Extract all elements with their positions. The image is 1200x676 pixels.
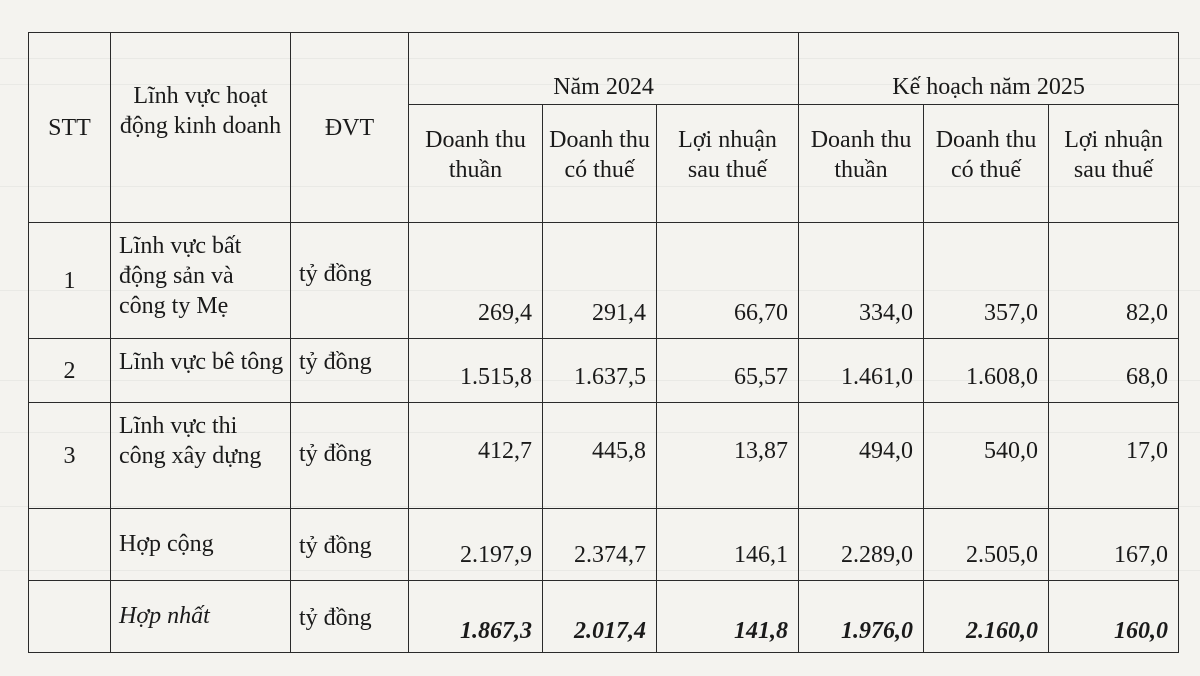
cell-2025-net: 334,0 xyxy=(799,223,924,339)
cell-2025-tax: 2.160,0 xyxy=(924,581,1049,653)
header-2025-revenue-tax: Doanh thu có thuế xyxy=(924,105,1049,223)
row-stt: 3 xyxy=(29,403,111,509)
cell-2024-profit: 146,1 xyxy=(657,509,799,581)
table-row-consolidated xyxy=(29,581,1179,653)
header-2024-net-revenue: Doanh thu thuần xyxy=(409,105,543,223)
row-field: Lĩnh vực bất động sản và công ty Mẹ xyxy=(111,223,291,339)
cell-2025-profit: 82,0 xyxy=(1049,223,1179,339)
cell-2025-tax: 357,0 xyxy=(924,223,1049,339)
cell-2025-profit: 160,0 xyxy=(1049,581,1179,653)
cell-2024-profit: 13,87 xyxy=(657,403,799,509)
header-2025-profit: Lợi nhuận sau thuế xyxy=(1049,105,1179,223)
cell-2024-tax: 2.017,4 xyxy=(543,581,657,653)
row-unit: tỷ đồng xyxy=(291,339,409,403)
table-row xyxy=(29,403,1179,509)
cell-2025-profit: 17,0 xyxy=(1049,403,1179,509)
cell-2024-tax: 1.637,5 xyxy=(543,339,657,403)
row-stt: 1 xyxy=(29,223,111,339)
financial-table xyxy=(28,32,1179,653)
cell-2024-tax: 291,4 xyxy=(543,223,657,339)
header-year-2024: Năm 2024 xyxy=(409,33,799,105)
cell-2025-tax: 2.505,0 xyxy=(924,509,1049,581)
header-2024-profit: Lợi nhuận sau thuế xyxy=(657,105,799,223)
table-row xyxy=(29,223,1179,339)
cell-2025-tax: 1.608,0 xyxy=(924,339,1049,403)
cell-2024-net: 1.867,3 xyxy=(409,581,543,653)
row-stt: 2 xyxy=(29,339,111,403)
row-field: Hợp nhất xyxy=(111,581,291,653)
cell-2024-net: 269,4 xyxy=(409,223,543,339)
cell-2025-net: 1.461,0 xyxy=(799,339,924,403)
cell-2024-tax: 445,8 xyxy=(543,403,657,509)
cell-2024-net: 1.515,8 xyxy=(409,339,543,403)
cell-2025-profit: 167,0 xyxy=(1049,509,1179,581)
row-unit: tỷ đồng xyxy=(291,509,409,581)
cell-2025-net: 1.976,0 xyxy=(799,581,924,653)
table-row xyxy=(29,339,1179,403)
cell-2025-tax: 540,0 xyxy=(924,403,1049,509)
cell-2024-profit: 141,8 xyxy=(657,581,799,653)
row-field: Lĩnh vực bê tông xyxy=(111,339,291,403)
header-stt: STT xyxy=(29,33,111,223)
row-unit: tỷ đồng xyxy=(291,581,409,653)
row-field: Hợp cộng xyxy=(111,509,291,581)
cell-2024-net: 412,7 xyxy=(409,403,543,509)
row-unit: tỷ đồng xyxy=(291,223,409,339)
row-unit: tỷ đồng xyxy=(291,403,409,509)
row-field: Lĩnh vực thi công xây dựng xyxy=(111,403,291,509)
header-2024-revenue-tax: Doanh thu có thuế xyxy=(543,105,657,223)
cell-2024-profit: 65,57 xyxy=(657,339,799,403)
header-field: Lĩnh vực hoạt động kinh doanh xyxy=(111,33,291,223)
header-2025-net-revenue: Doanh thu thuần xyxy=(799,105,924,223)
row-stt xyxy=(29,581,111,653)
header-plan-2025: Kế hoạch năm 2025 xyxy=(799,33,1179,105)
table-row-sum xyxy=(29,509,1179,581)
cell-2024-profit: 66,70 xyxy=(657,223,799,339)
cell-2024-net: 2.197,9 xyxy=(409,509,543,581)
row-stt xyxy=(29,509,111,581)
cell-2025-net: 494,0 xyxy=(799,403,924,509)
header-unit: ĐVT xyxy=(291,33,409,223)
header-row-1 xyxy=(29,33,1179,105)
cell-2025-profit: 68,0 xyxy=(1049,339,1179,403)
cell-2024-tax: 2.374,7 xyxy=(543,509,657,581)
cell-2025-net: 2.289,0 xyxy=(799,509,924,581)
